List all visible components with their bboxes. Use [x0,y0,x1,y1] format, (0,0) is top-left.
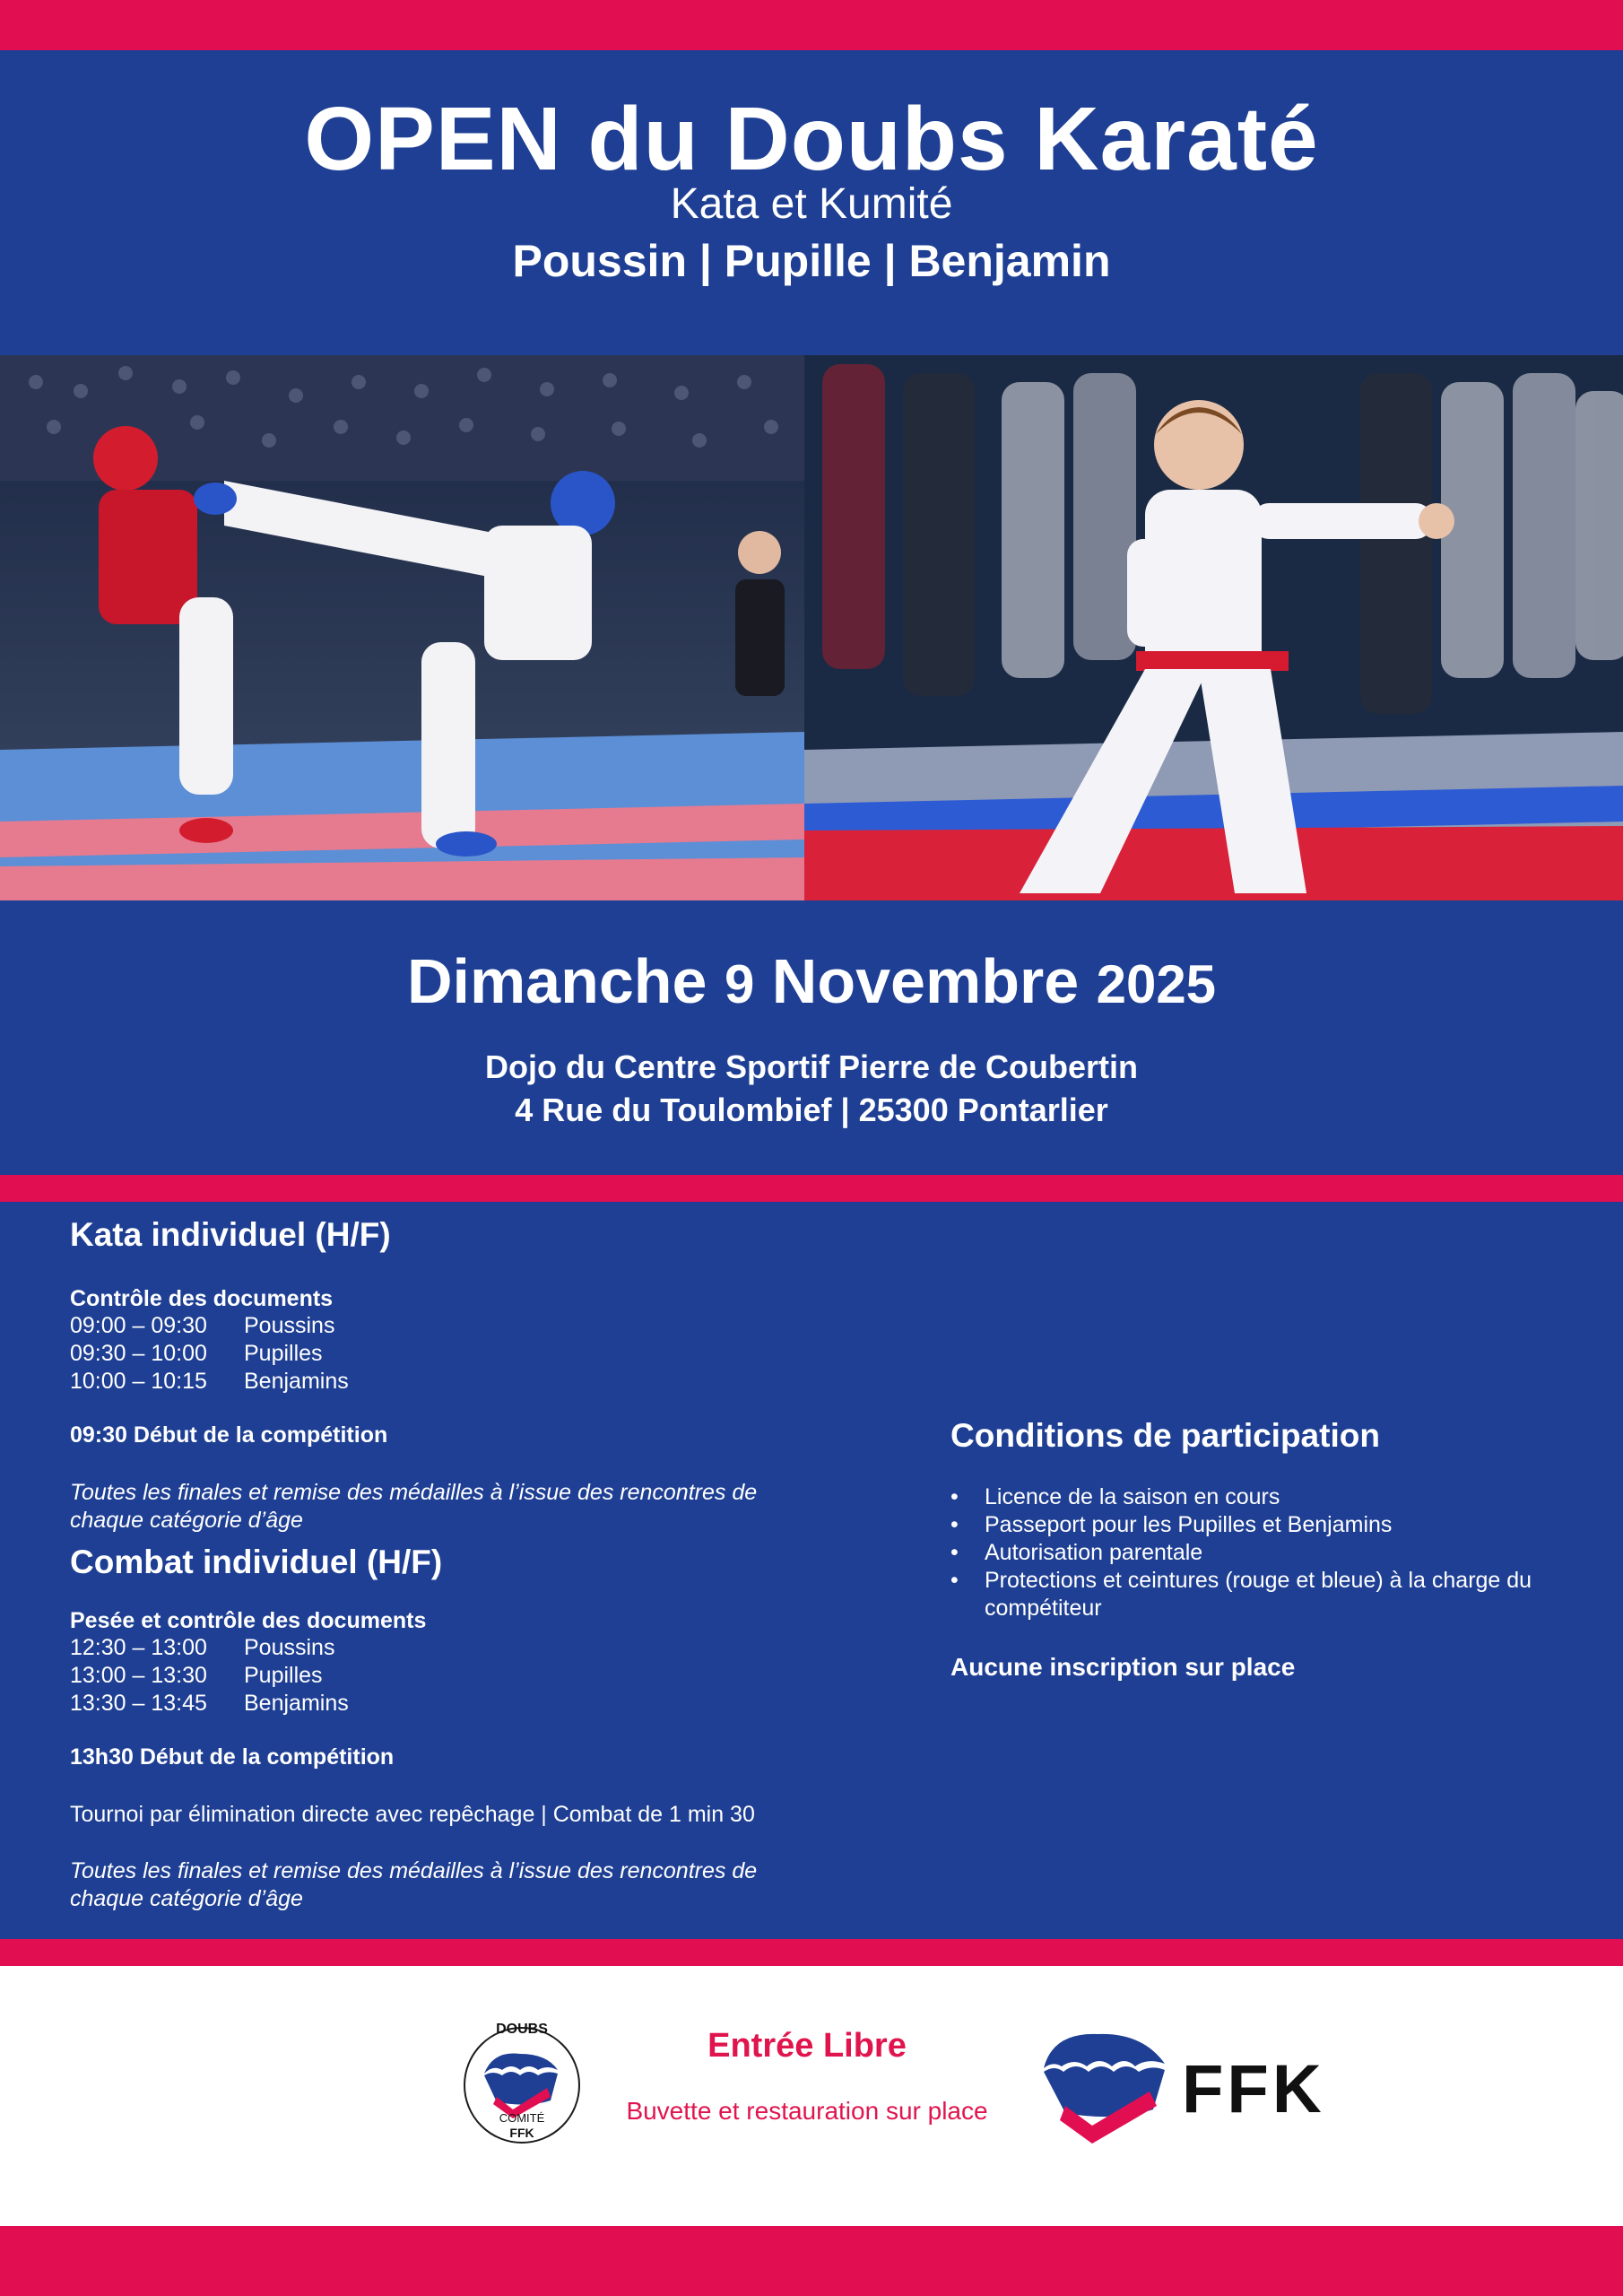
date-band [0,900,1623,1175]
venue-name: Dojo du Centre Sportif Pierre de Coubertin [484,1048,1139,1085]
lower-stripe [0,1939,1623,1966]
conditions-heading: Conditions de participation [950,1417,1380,1454]
kata-finals-note: Toutes les finales et remise des médailles à l’issue des rencontres de chaque catégorie d’âge [70,1480,758,1533]
kata-schedule-row: 09:00 – 09:30 Poussins [70,1313,335,1338]
list-item: • Licence de la saison en cours [950,1484,1280,1509]
programme-column [70,1216,859,1913]
kata-schedule-row: 09:30 – 10:00 Pupilles [70,1341,323,1366]
ffk-logo [1035,2023,1340,2149]
comite-ffk-logo [457,2018,586,2149]
ffk-logo-text: FFK [1182,2051,1325,2127]
date-day-number: 9 [724,954,755,1014]
bottom-stripe [0,2226,1623,2296]
kata-schedule-row: 10:00 – 10:15 Benjamins [70,1369,349,1394]
combat-format: Tournoi par élimination directe avec repêchage | Combat de 1 min 30 [70,1802,755,1827]
combat-docs-label: Pesée et contrôle des documents [70,1608,427,1633]
venue-address: 4 Rue du Toulombief | 25300 Pontarlier [515,1091,1108,1128]
comite-logo-bottom2: FFK [509,2126,534,2140]
kata-heading: Kata individuel (H/F) [70,1216,391,1253]
combat-heading: Combat individuel (H/F) [70,1544,443,1580]
event-venue [0,1046,1623,1132]
event-subtitle: Kata et Kumité [670,180,953,228]
kata-photo [804,355,1623,900]
list-item: • Passeport pour les Pupilles et Benjamins [950,1512,1393,1537]
combat-finals-note: Toutes les finales et remise des médailles à l’issue des rencontres de chaque catégorie d’âge [70,1858,758,1911]
combat-schedule-row: 12:30 – 13:00 Poussins [70,1635,335,1660]
event-title: OPEN du Doubs Karaté [304,89,1319,189]
date-month: Novembre [771,946,1080,1016]
top-stripe [0,0,1623,50]
no-registration-note: Aucune inscription sur place [950,1653,1296,1681]
list-item: • Protections et ceintures (rouge et bleue) à la charge du compétiteur [950,1568,1532,1621]
conditions-column [950,1417,1578,1682]
combat-schedule-row: 13:00 – 13:30 Pupilles [70,1663,323,1688]
combat-schedule-row: 13:30 – 13:45 Benjamins [70,1691,349,1716]
comite-logo-bottom1: COMITÉ [499,2111,545,2125]
date-day: Dimanche [406,946,707,1016]
combat-start: 13h30 Début de la compétition [70,1744,395,1770]
date-year: 2025 [1096,954,1217,1014]
conditions-list [950,1483,1578,1622]
age-categories: Poussin | Pupille | Benjamin [512,236,1111,286]
comite-logo-top: DOUBS [496,2022,548,2037]
middle-stripe [0,1175,1623,1202]
event-date [0,945,1623,1017]
free-entry: Entrée Libre [707,2027,907,2065]
kumite-photo [0,355,804,900]
kata-start: 09:30 Début de la compétition [70,1422,388,1448]
list-item: • Autorisation parentale [950,1540,1203,1565]
kata-docs-label: Contrôle des documents [70,1286,334,1311]
food-note: Buvette et restauration sur place [626,2097,988,2125]
